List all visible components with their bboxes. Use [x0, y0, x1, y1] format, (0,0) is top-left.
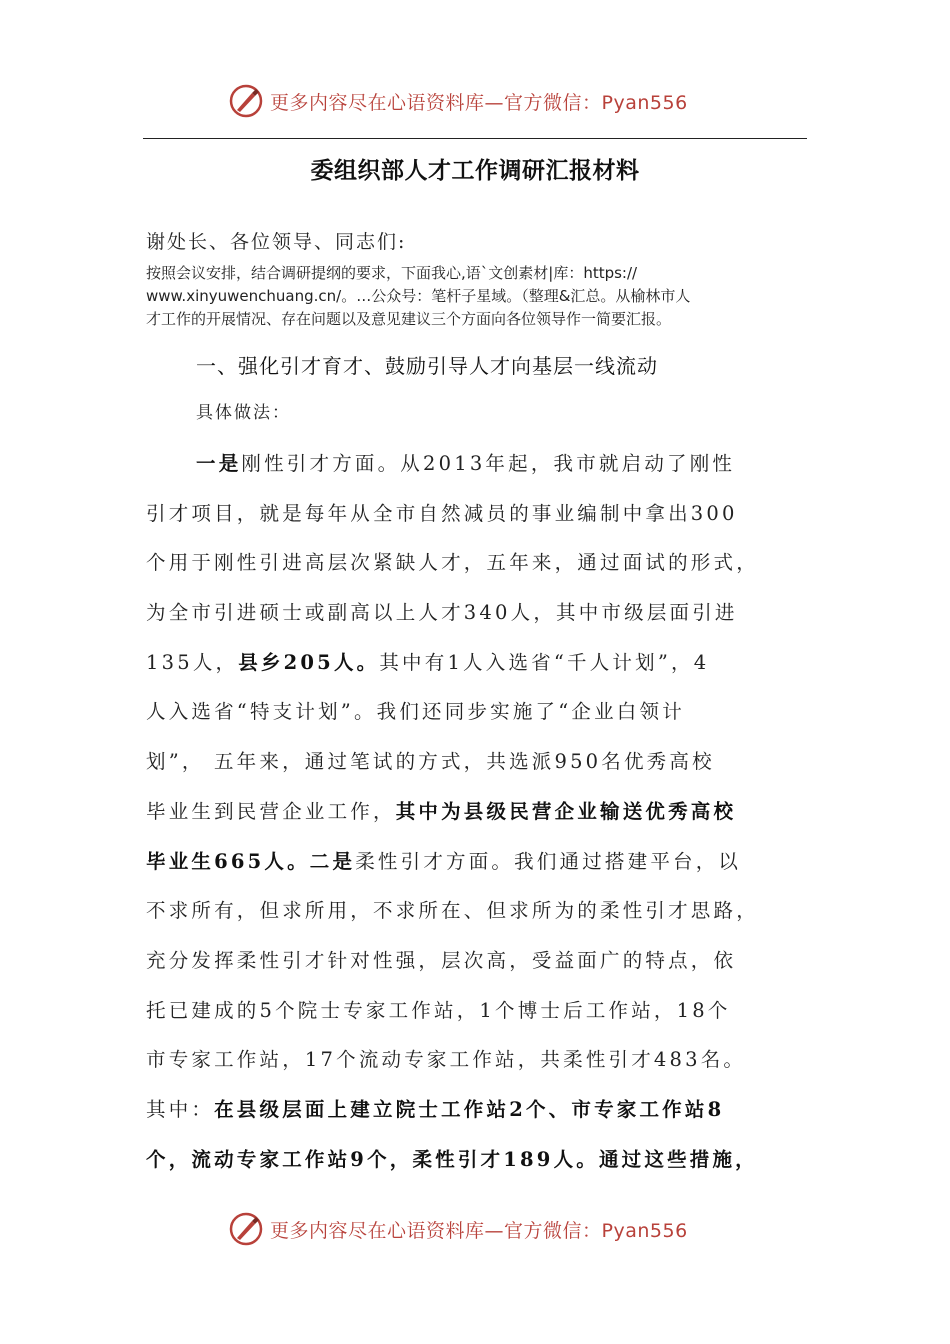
- text-run: 135人，: [146, 650, 239, 674]
- emphasis: 在县级层面上建立院士工作站2个、市专家工作站8: [214, 1097, 725, 1121]
- text-run: 毕业生到民营企业工作，: [146, 799, 396, 823]
- body-text: [146, 444, 810, 1189]
- body-line: 个用于刚性引进高层次紧缺人才，五年来，通过面试的形式，: [146, 551, 759, 575]
- text-run: 其中：: [146, 1097, 215, 1121]
- greeting: 谢处长、各位领导、同志们:: [146, 231, 407, 253]
- header-banner: [228, 80, 748, 122]
- footer-banner: [228, 1208, 748, 1250]
- body-line: 充分发挥柔性引才针对性强，层次高，受益面广的特点，依: [146, 948, 737, 972]
- pen-logo-icon: [228, 83, 264, 119]
- intro-line: 按照会议安排，结合调研提纲的要求，下面我心,语`文创素材|库：https://: [146, 264, 638, 282]
- body-line: 引才项目，就是每年从全市自然减员的事业编制中拿出300: [146, 501, 738, 525]
- body-line: [146, 444, 810, 494]
- pen-logo-icon: [228, 1211, 264, 1247]
- body-line: [146, 842, 810, 892]
- body-line: [146, 1090, 810, 1140]
- document-title: 委组织部人才工作调研汇报材料: [310, 158, 640, 184]
- body-line: 市专家工作站，17个流动专家工作站，共柔性引才483名。: [146, 1048, 747, 1072]
- banner-text: 更多内容尽在心语资料库—官方微信：Pyan556: [270, 1219, 688, 1242]
- text-run: 刚性引才方面。从2013年起，我市就启动了刚性: [241, 452, 736, 475]
- emphasis: 其中为县级民营企业输送优秀高校: [395, 799, 737, 823]
- emphasis: 一是: [196, 452, 242, 475]
- body-line: 为全市引进硕士或副高以上人才340人，其中市级层面引进: [146, 601, 738, 625]
- body-line: 不求所有，但求所用，不求所在、但求所为的柔性引才思路，: [146, 899, 759, 923]
- body-line: [146, 643, 810, 693]
- subheading: 具体做法：: [196, 403, 291, 423]
- intro-line: www.xinyuwenchuang.cn/。…公众号：笔杆子星域。（整理&汇总。从榆林市人: [146, 287, 691, 305]
- intro-line: 才工作的开展情况、存在问题以及意见建议三个方面向各位领导作一简要汇报。: [146, 310, 672, 328]
- body-line: 划”， 五年来，通过笔试的方式，共选派950名优秀高校: [146, 750, 715, 774]
- emphasis: 个，流动专家工作站9个，柔性引才189人。通过这些措施，: [146, 1147, 758, 1171]
- section-heading: 一、强化引才育才、鼓励引导人才向基层一线流动: [196, 354, 658, 378]
- body-line: 人入选省“特支计划”。我们还同步实施了“企业白领计: [146, 700, 685, 724]
- text-run: 其中有1人入选省“千人计划”，4: [379, 650, 710, 674]
- text-run: 柔性引才方面。我们通过搭建平台，以: [355, 849, 742, 873]
- emphasis: 毕业生665人。二是: [146, 849, 356, 873]
- intro-paragraph: [146, 262, 810, 331]
- body-line: [146, 1140, 810, 1190]
- emphasis: 县乡205人。: [238, 650, 380, 674]
- body-line: [146, 792, 810, 842]
- body-line: 托已建成的5个院士专家工作站，1个博士后工作站，18个: [146, 998, 731, 1022]
- header-divider: [143, 138, 807, 139]
- banner-text: 更多内容尽在心语资料库—官方微信：Pyan556: [270, 91, 688, 114]
